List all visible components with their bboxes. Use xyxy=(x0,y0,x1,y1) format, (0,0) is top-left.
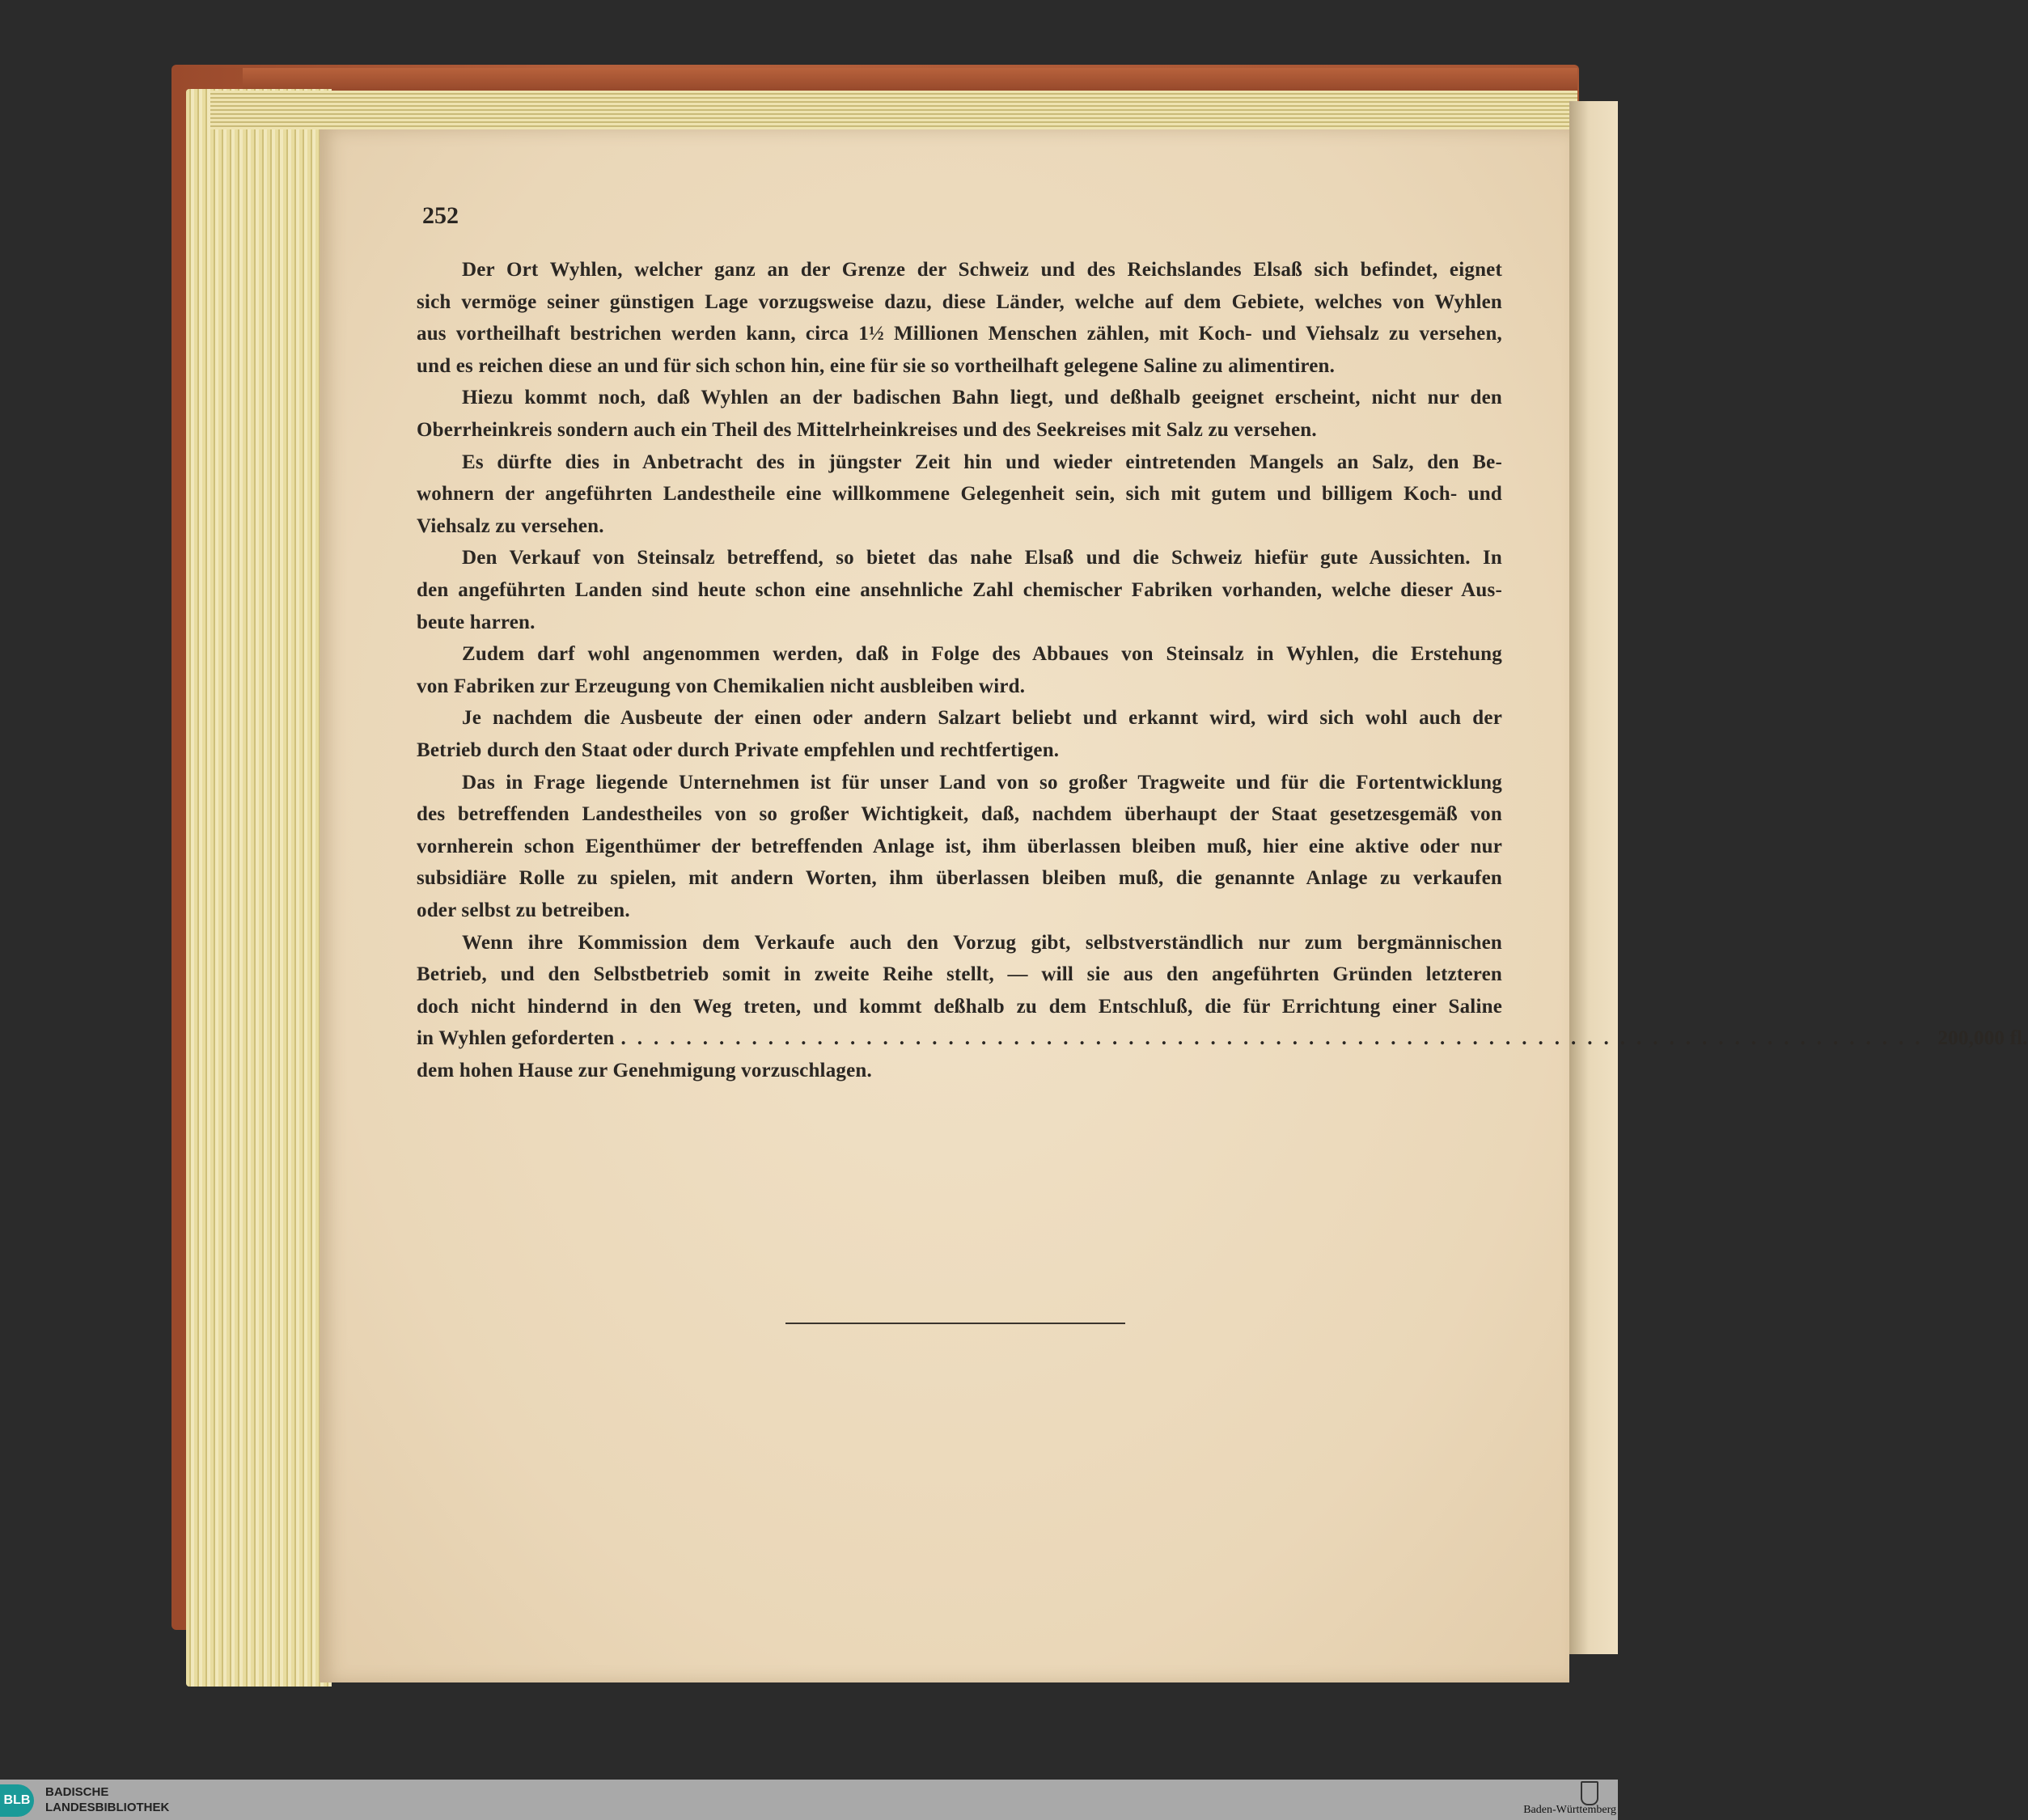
text-line: Je nachdem die Ausbeute der einen oder andern Salzart beliebt und erkannt wird, wird sich wohl auch der xyxy=(462,707,1502,730)
text-line: Es dürfte dies in Anbetracht des in jüngster Zeit hin und wieder eintretenden Mangels an Salz, den Be- xyxy=(462,451,1502,473)
amount-line xyxy=(417,1026,2028,1052)
text-line: vornherein schon Eigenthümer der betreffenden Anlage ist, ihm überlassen bleiben muß, hier eine aktive oder nur xyxy=(417,835,1502,857)
library-name xyxy=(45,1784,169,1815)
text-line: aus vortheilhaft bestrichen werden kann, circa 1½ Millionen Menschen zählen, mit Koch- und Viehsalz zu versehen, xyxy=(417,323,1502,345)
text-line: oder selbst zu betreiben. xyxy=(417,899,630,921)
text-line: Hiezu kommt noch, daß Wyhlen an der badischen Bahn liegt, und deßhalb geeignet erscheint, nicht nur den xyxy=(462,387,1502,409)
text-line: Das in Frage liegende Unternehmen ist für unser Land von so großer Tragweite und für die Fortentwicklung xyxy=(462,771,1502,794)
page-edges xyxy=(186,89,332,1687)
text-line: von Fabriken zur Erzeugung von Chemikalien nicht ausbleiben wird. xyxy=(417,675,1026,697)
library-name-line1: BADISCHE xyxy=(45,1785,109,1799)
text-line: Betrieb, und den Selbstbetrieb somit in zweite Reihe stellt, — will sie aus den angeführten Gründen letzteren xyxy=(417,963,1502,986)
text-line: doch nicht hindernd in den Weg treten, und kommt deßhalb zu dem Entschluß, die für Errichtung einer Saline xyxy=(417,995,1502,1018)
text-line: subsidiäre Rolle zu spielen, mit andern Worten, ihm überlassen bleiben muß, die genannte Anlage zu verkaufen xyxy=(417,867,1502,890)
amount-value: 200,000 fl. xyxy=(1937,1027,2028,1050)
amount-label: in Wyhlen geforderten xyxy=(417,1027,615,1050)
blb-logo[interactable]: BLB xyxy=(0,1784,34,1817)
text-line: und es reichen diese an und für sich schon hin, eine für sie so vortheilhaft gelegene Saline zu alimentiren. xyxy=(417,354,1336,377)
footer-bar xyxy=(0,1780,1618,1820)
library-name-line2: LANDESBIBLIOTHEK xyxy=(45,1801,170,1814)
text-line: des betreffenden Landestheiles von so großer Wichtigkeit, daß, nachdem überhaupt der Staat gesetzesgemäß von xyxy=(417,803,1502,826)
text-line: Wenn ihre Kommission dem Verkaufe auch den Vorzug gibt, selbstverständlich nur zum bergmännischen xyxy=(462,931,1502,954)
text-line: beute harren. xyxy=(417,611,536,633)
dot-leader: ................................................................................ xyxy=(620,1027,1932,1050)
text-line: wohnern der angeführten Landestheile eine willkommene Gelegenheit sein, sich mit gutem und billigem Koch- und xyxy=(417,483,1502,506)
text-line: Zudem darf wohl angenommen werden, daß in Folge des Abbaues von Steinsalz in Wyhlen, die Erstehung xyxy=(462,643,1502,666)
text-line: Der Ort Wyhlen, welcher ganz an der Grenze der Schweiz und des Reichslandes Elsaß sich befindet, eignet xyxy=(462,259,1502,281)
text-line: Betrieb durch den Staat oder durch Private empfehlen und rechtfertigen. xyxy=(417,739,1060,761)
closing-line: dem hohen Hause zur Genehmigung vorzuschlagen. xyxy=(417,1060,872,1081)
text-line: Den Verkauf von Steinsalz betreffend, so bietet das nahe Elsaß und die Schweiz hiefür gute Aussichten. In xyxy=(462,547,1502,569)
facing-page-edge xyxy=(1569,101,1618,1654)
footnote-rule xyxy=(785,1323,1125,1324)
page-number: 252 xyxy=(422,202,459,229)
page-edges-top xyxy=(210,91,1577,129)
text-line: sich vermöge seiner günstigen Lage vorzugsweise dazu, diese Länder, welche auf dem Gebiete, welches von Wyhlen xyxy=(417,290,1502,313)
text-line: Oberrheinkreis sondern auch ein Theil des Mittelrheinkreises und des Seekreises mit Salz zu versehen. xyxy=(417,419,1317,441)
text-line: Viehsalz zu versehen. xyxy=(417,514,604,537)
state-name: Baden-Württemberg xyxy=(1523,1804,1616,1816)
coat-of-arms-icon xyxy=(1581,1781,1598,1805)
text-line: den angeführten Landen sind heute schon eine ansehnliche Zahl chemischer Fabriken vorhanden, welche dieser Aus- xyxy=(417,579,1502,601)
